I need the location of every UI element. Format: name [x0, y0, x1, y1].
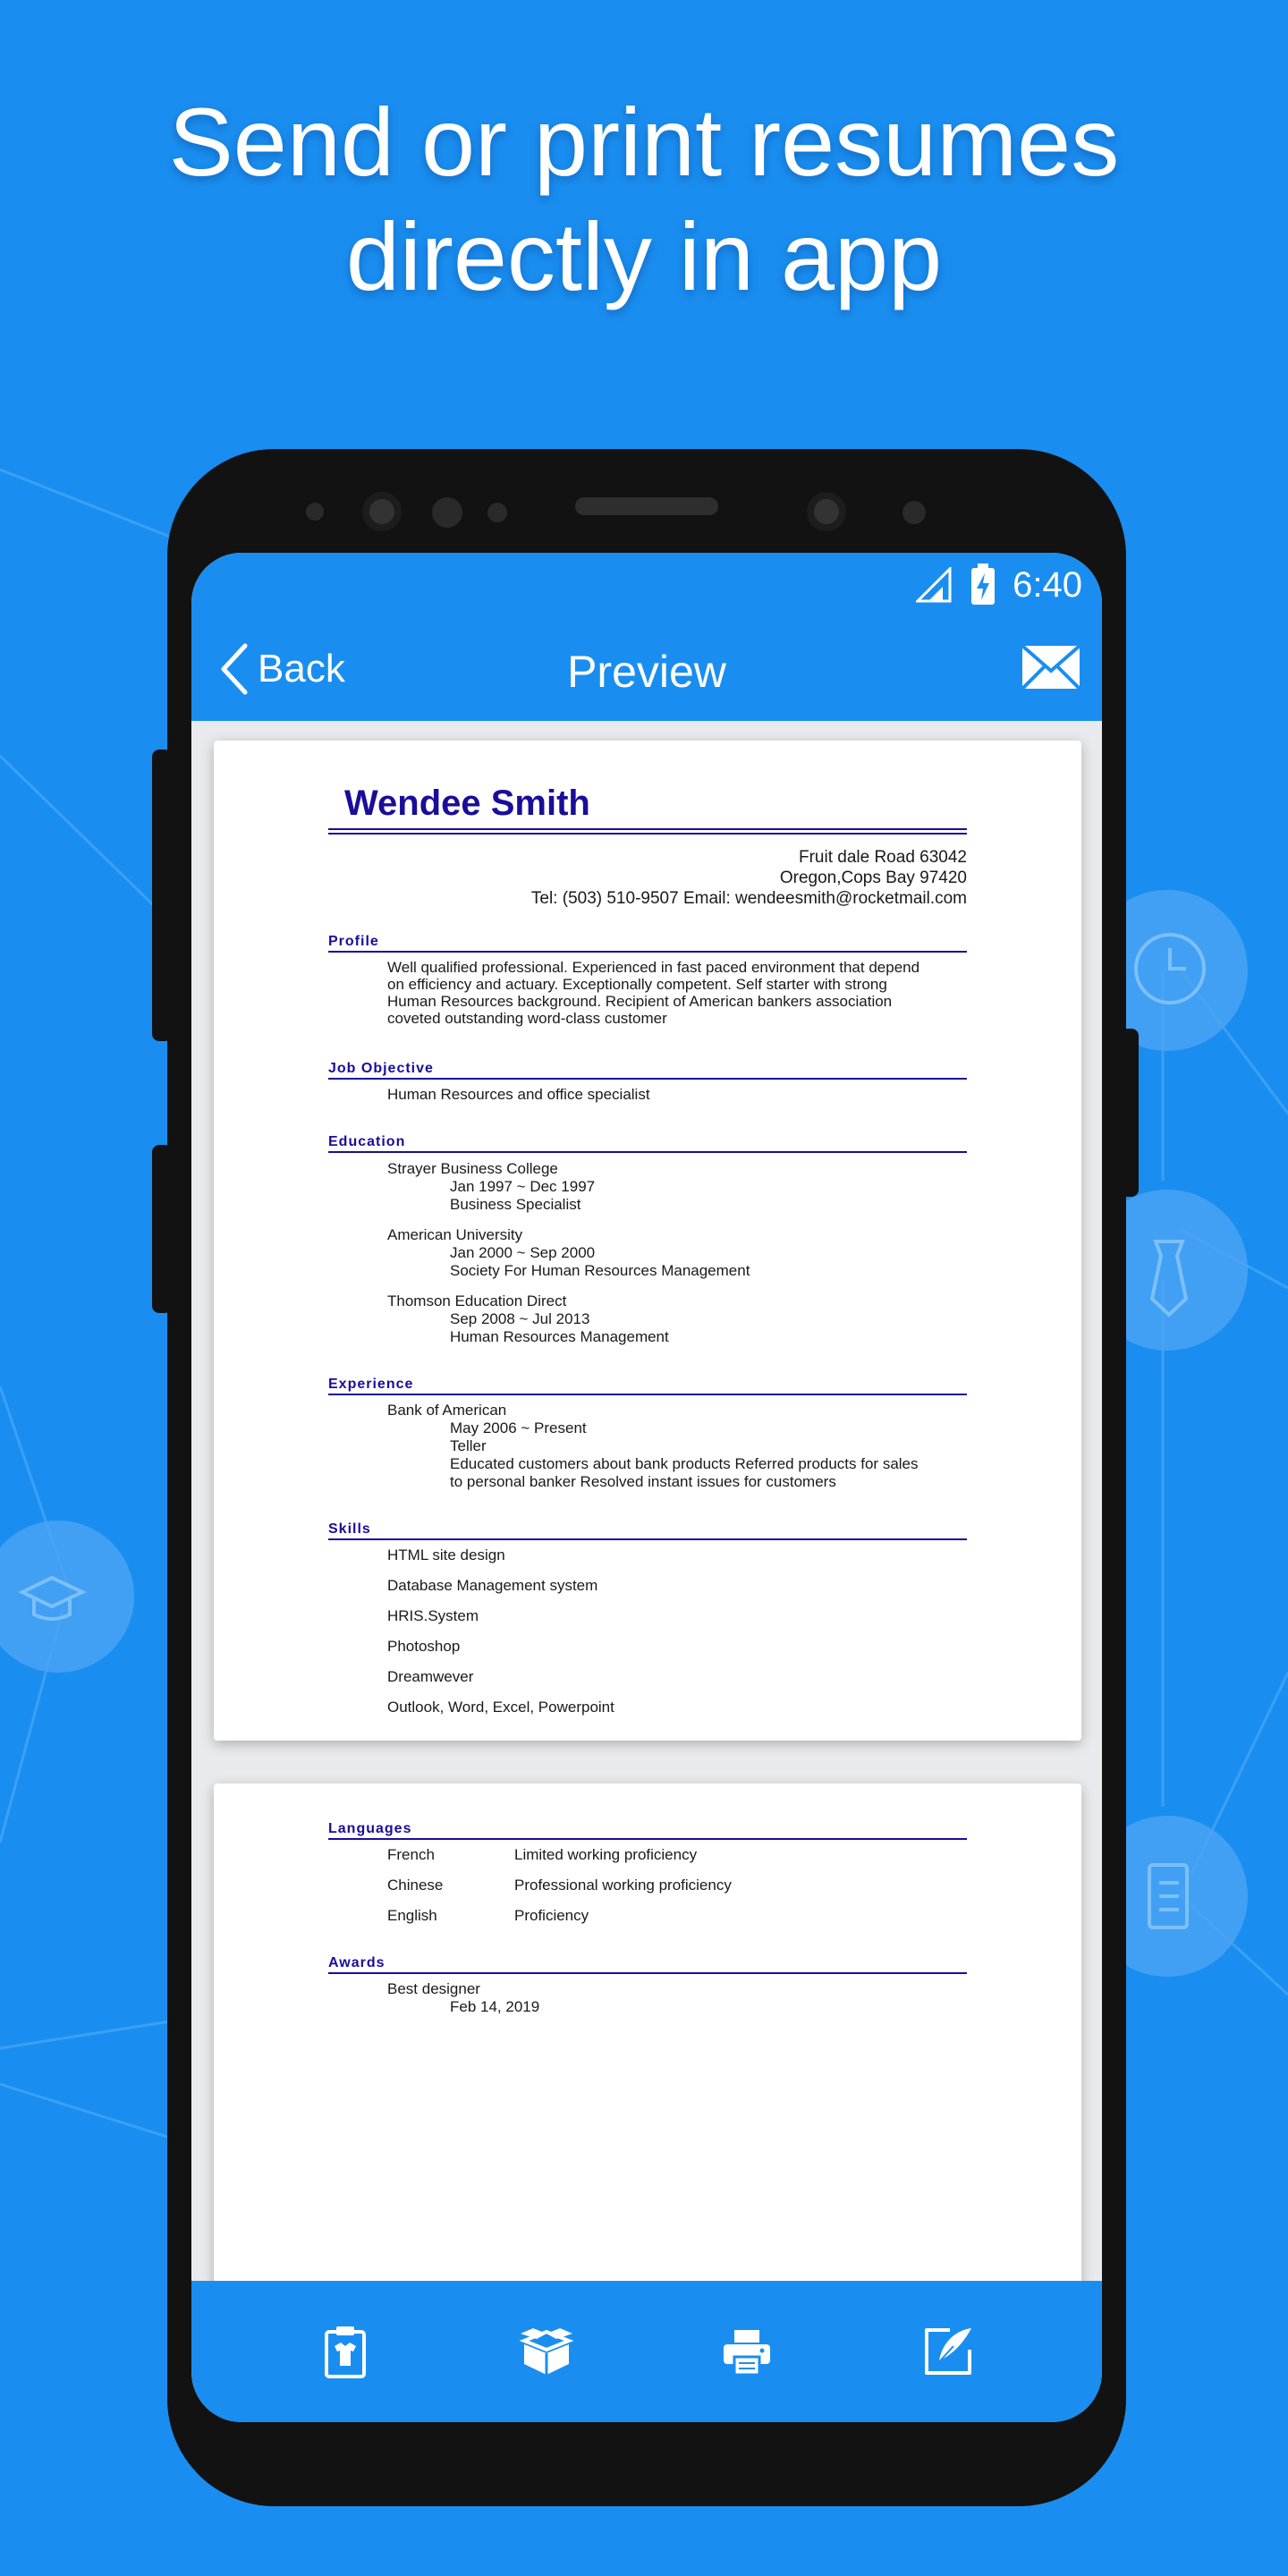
front-camera — [362, 492, 402, 531]
section-title: Job Objective — [328, 1061, 967, 1080]
edit-button[interactable] — [917, 2320, 979, 2383]
status-bar — [191, 553, 1102, 617]
language-row — [328, 1907, 967, 1925]
education-major: Human Resources Management — [450, 1328, 669, 1345]
education-major: Business Specialist — [450, 1196, 581, 1213]
language-level: Proficiency — [514, 1907, 589, 1924]
skill-item: Dreamwever — [387, 1668, 474, 1685]
promo-headline — [0, 85, 1288, 314]
education-item — [328, 1292, 967, 1346]
skill-item: Database Management system — [387, 1577, 598, 1594]
education-dates: Sep 2008 ~ Jul 2013 — [450, 1310, 590, 1327]
experience-desc: Educated customers about bank products Referred products for sales — [450, 1455, 919, 1472]
template-button[interactable] — [314, 2320, 377, 2383]
name-underline — [328, 833, 967, 835]
language-row — [328, 1846, 967, 1864]
sensor-dot-2 — [432, 497, 462, 528]
education-item — [328, 1226, 967, 1280]
phone-frame — [167, 449, 1126, 2506]
language-level: Limited working proficiency — [514, 1846, 698, 1863]
open-box-icon — [519, 2325, 574, 2378]
section-title: Experience — [328, 1377, 967, 1395]
skill-item: Outlook, Word, Excel, Powerpoint — [387, 1699, 614, 1716]
bottom-action-bar — [191, 2281, 1102, 2422]
company-name: Bank of American — [387, 1402, 507, 1419]
award-date: Feb 14, 2019 — [450, 1998, 540, 2015]
school-name: Thomson Education Direct — [387, 1292, 567, 1309]
school-name: Strayer Business College — [387, 1160, 558, 1177]
section-title: Awards — [328, 1955, 967, 1974]
side-button-left-1 — [152, 750, 172, 1041]
printer-icon — [722, 2326, 772, 2377]
back-label: Back — [258, 647, 345, 691]
phone-screen — [191, 553, 1102, 2422]
section-title: Languages — [328, 1821, 967, 1840]
school-name: American University — [387, 1226, 523, 1243]
language-name: French — [387, 1846, 435, 1863]
app-toolbar — [191, 617, 1102, 721]
profile-line: coveted outstanding word-class customer — [387, 1010, 667, 1027]
language-name: Chinese — [387, 1877, 444, 1894]
earpiece-speaker — [575, 497, 718, 515]
experience-role: Teller — [450, 1437, 487, 1454]
headline-line-2: directly in app — [345, 202, 943, 310]
resume-body — [328, 782, 967, 1716]
proximity-sensor — [807, 492, 846, 531]
section-title: Education — [328, 1134, 967, 1153]
awards-section — [328, 1955, 967, 2016]
profile-section — [328, 934, 967, 1027]
objective-text: Human Resources and office specialist — [387, 1086, 650, 1103]
resume-page-2 — [214, 1784, 1081, 2281]
skill-item: HTML site design — [387, 1546, 505, 1563]
education-item — [328, 1160, 967, 1214]
education-dates: Jan 1997 ~ Dec 1997 — [450, 1178, 596, 1195]
mail-icon[interactable] — [1020, 642, 1082, 692]
sensor-dot-1 — [306, 503, 324, 521]
side-button-left-2 — [152, 1145, 172, 1313]
headline-line-1: Send or print resumes — [168, 88, 1120, 196]
profile-line: on efficiency and actuary. Exceptionally competent. Self starter with strong — [387, 976, 887, 993]
experience-section — [328, 1377, 967, 1491]
language-row — [328, 1877, 967, 1894]
status-time: 6:40 — [1013, 565, 1082, 605]
award-name: Best designer — [387, 1980, 480, 1997]
preview-scroll-area[interactable] — [191, 721, 1102, 2281]
skill-item: HRIS.System — [387, 1607, 479, 1624]
section-title: Skills — [328, 1521, 967, 1540]
battery-charging-icon — [970, 562, 996, 606]
profile-line: Well qualified professional. Experienced in fast paced environment that depend — [387, 959, 920, 976]
contact-line: Oregon,Cops Bay 97420 — [779, 869, 967, 887]
contact-line: Fruit dale Road 63042 — [798, 848, 967, 867]
section-title: Profile — [328, 934, 967, 953]
profile-line: Human Resources background. Recipient of American bankers association — [387, 993, 893, 1010]
skill-item: Photoshop — [387, 1638, 461, 1655]
education-dates: Jan 2000 ~ Sep 2000 — [450, 1244, 596, 1261]
language-name: English — [387, 1907, 437, 1924]
contact-line: Tel: (503) 510-9507 Email: wendeesmith@rocketmail.com — [530, 889, 967, 908]
skills-section — [328, 1521, 967, 1716]
side-button-right — [1121, 1029, 1139, 1197]
education-section — [328, 1134, 967, 1346]
resume-page-1 — [214, 741, 1081, 1741]
experience-dates: May 2006 ~ Present — [450, 1419, 587, 1436]
experience-desc: to personal banker Resolved instant issues for customers — [450, 1473, 836, 1490]
education-major: Society For Human Resources Management — [450, 1262, 750, 1279]
export-button[interactable] — [515, 2320, 578, 2383]
resume-body-2 — [328, 1821, 967, 2016]
objective-section — [328, 1061, 967, 1104]
clipboard-shirt-icon — [323, 2325, 368, 2378]
profile-text — [328, 959, 967, 1027]
edit-feather-icon — [921, 2325, 975, 2378]
contact-block — [328, 847, 967, 909]
sensor-dot-4 — [902, 501, 926, 524]
signal-icon — [916, 567, 952, 603]
sensor-dot-3 — [487, 503, 507, 522]
resume-name: Wendee Smith — [328, 782, 967, 830]
language-level: Professional working proficiency — [514, 1877, 732, 1894]
print-button[interactable] — [716, 2320, 778, 2383]
page-title: Preview — [567, 647, 726, 697]
